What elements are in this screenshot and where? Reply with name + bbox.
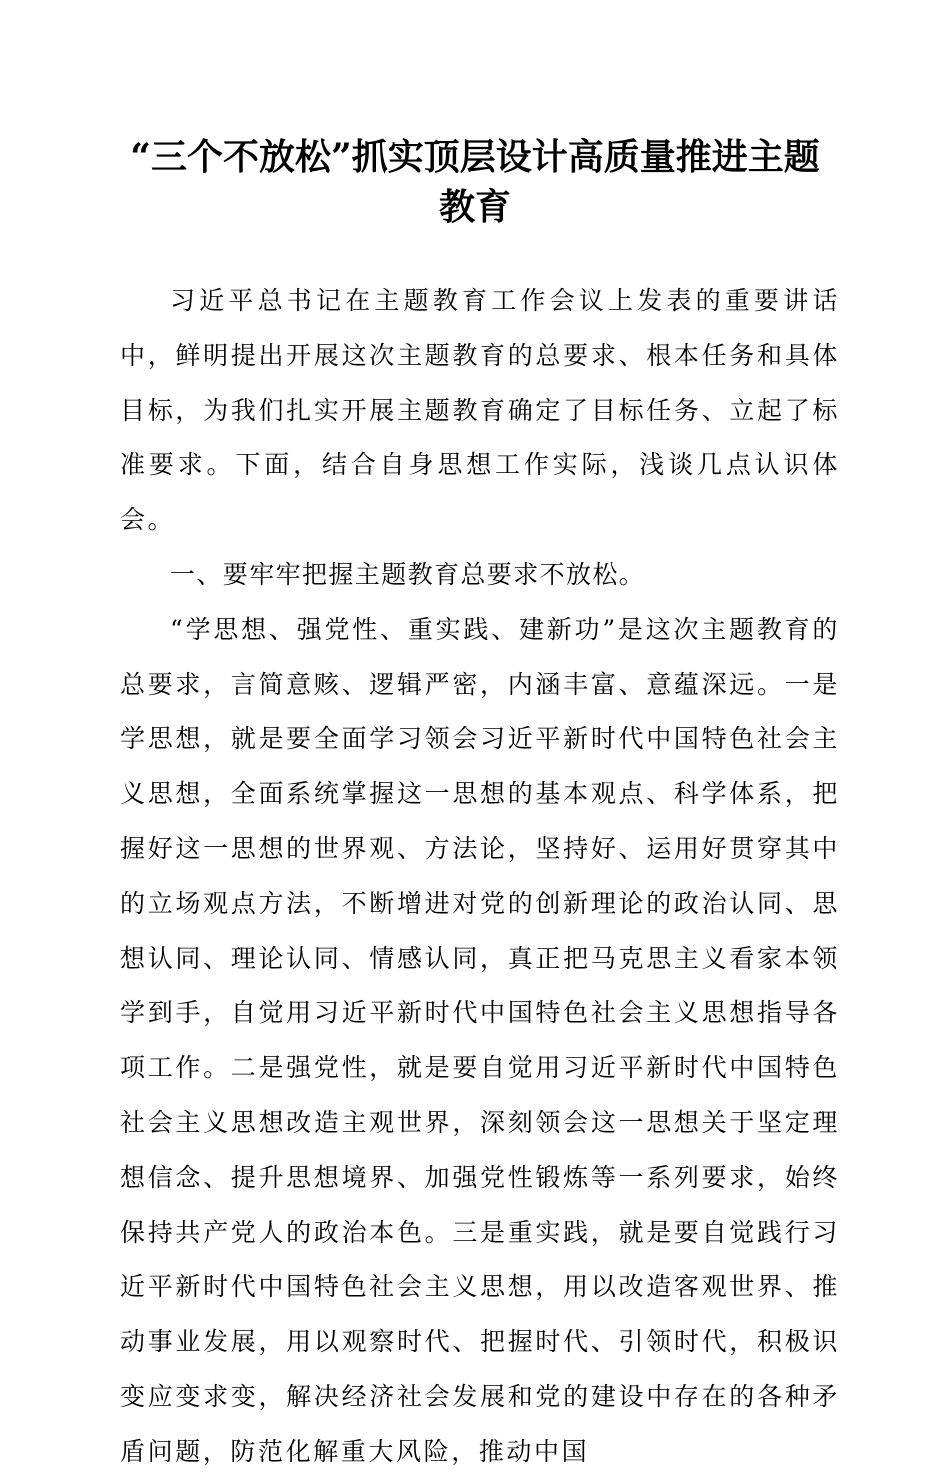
body-paragraph: “学思想、强党性、重实践、建新功”是这次主题教育的总要求，言简意赅、逻辑严密，内涵丰富、意蕴深远。一是学思想，就是要全面学习领会习近平新时代中国特色社会主义思想，全面系统掌握这一思想的基本观点、科学体系，把握好这一思想的世界观、方法论，坚持好、运用好贯穿其中的立场观点方法，不断增进对党的创新理论的政治认同、思想认同、理论认同、情感认同，真正把马克思主义看家本领学到手，自觉用习近平新时代中国特色社会主义思想指导各项工作。二是强党性，就是要自觉用习近平新时代中国特色社会主义思想改造主观世界，深刻领会这一思想关于坚定理想信念、提升思想境界、加强党性锻炼等一系列要求，始终保持共产党人的政治本色。三是重实践，就是要自觉践行习近平新时代中国特色社会主义思想，用以改造客观世界、推动事业发展，用以观察时代、把握时代、引领时代，积极识变应变求变，解决经济社会发展和党的建设中存在的各种矛盾问题，防范化解重大风险，推动中国	[120, 614, 840, 1466]
title-line-2: 教育	[438, 186, 511, 228]
document-body	[120, 274, 840, 1480]
document-title	[90, 132, 860, 232]
section-heading-1: 一、要牢牢把握主题教育总要求不放松。	[170, 559, 646, 589]
title-line-1: “三个不放松”抓实顶层设计高质量推进主题	[130, 136, 820, 178]
intro-paragraph: 习近平总书记在主题教育工作会议上发表的重要讲话中，鲜明提出开展这次主题教育的总要求、根本任务和具体目标，为我们扎实开展主题教育确定了目标任务、立起了标准要求。下面，结合自身思想工作实际，浅谈几点认识体会。	[120, 286, 840, 535]
